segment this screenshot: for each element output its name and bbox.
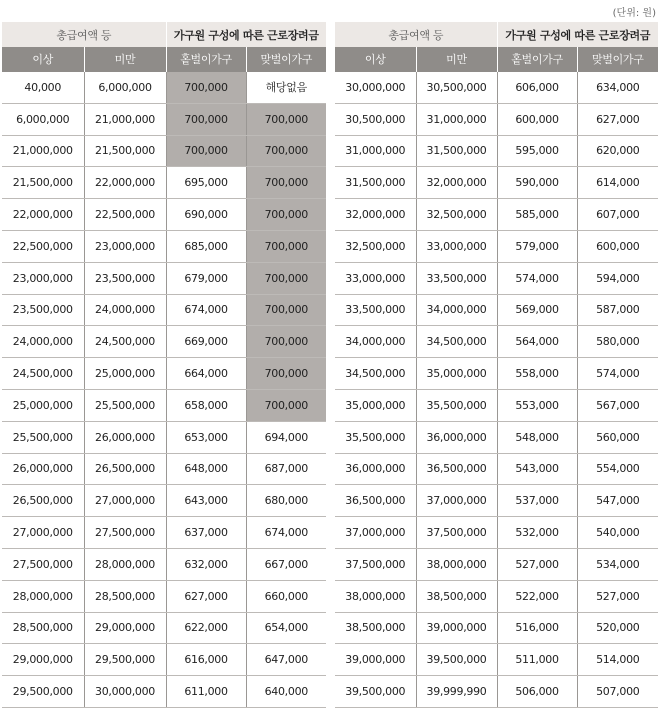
table-row bbox=[2, 358, 326, 390]
cell-single: 700,000 bbox=[166, 72, 246, 104]
table-row bbox=[2, 294, 326, 326]
cell-max: 27,500,000 bbox=[84, 517, 166, 549]
cell-min: 32,500,000 bbox=[335, 230, 416, 262]
cell-single: 616,000 bbox=[166, 644, 246, 676]
cell-max: 39,000,000 bbox=[416, 612, 497, 644]
cell-single: 679,000 bbox=[166, 262, 246, 294]
cell-max: 34,500,000 bbox=[416, 326, 497, 358]
cell-max: 39,999,990 bbox=[416, 676, 497, 708]
cell-max: 26,500,000 bbox=[84, 453, 166, 485]
cell-dual: 687,000 bbox=[246, 453, 326, 485]
cell-max: 25,000,000 bbox=[84, 358, 166, 390]
table-row bbox=[2, 199, 326, 231]
cell-dual: 527,000 bbox=[577, 580, 658, 612]
cell-single: 595,000 bbox=[497, 135, 577, 167]
cell-min: 22,000,000 bbox=[2, 199, 84, 231]
cell-single: 700,000 bbox=[166, 135, 246, 167]
cell-min: 36,000,000 bbox=[335, 453, 416, 485]
cell-single: 585,000 bbox=[497, 199, 577, 231]
cell-dual: 554,000 bbox=[577, 453, 658, 485]
cell-dual: 700,000 bbox=[246, 294, 326, 326]
table-row bbox=[335, 358, 658, 390]
cell-dual: 547,000 bbox=[577, 485, 658, 517]
cell-min: 28,500,000 bbox=[2, 612, 84, 644]
cell-dual: 614,000 bbox=[577, 167, 658, 199]
cell-max: 28,000,000 bbox=[84, 548, 166, 580]
cell-dual: 620,000 bbox=[577, 135, 658, 167]
table-row bbox=[335, 389, 658, 421]
cell-dual: 574,000 bbox=[577, 358, 658, 390]
cell-max: 32,000,000 bbox=[416, 167, 497, 199]
cell-single: 611,000 bbox=[166, 676, 246, 708]
column-header-row bbox=[2, 47, 326, 72]
cell-dual: 627,000 bbox=[577, 103, 658, 135]
cell-single: 569,000 bbox=[497, 294, 577, 326]
cell-single: 637,000 bbox=[166, 517, 246, 549]
cell-min: 29,000,000 bbox=[2, 644, 84, 676]
table-row bbox=[335, 230, 658, 262]
cell-single: 590,000 bbox=[497, 167, 577, 199]
cell-dual: 534,000 bbox=[577, 548, 658, 580]
cell-single: 574,000 bbox=[497, 262, 577, 294]
cell-single: 648,000 bbox=[166, 453, 246, 485]
cell-dual: 580,000 bbox=[577, 326, 658, 358]
cell-max: 29,000,000 bbox=[84, 612, 166, 644]
dual-header: 맞벌이가구 bbox=[577, 47, 658, 72]
cell-single: 553,000 bbox=[497, 389, 577, 421]
group-header-row bbox=[335, 22, 658, 47]
cell-min: 33,000,000 bbox=[335, 262, 416, 294]
cell-single: 548,000 bbox=[497, 421, 577, 453]
cell-max: 34,000,000 bbox=[416, 294, 497, 326]
cell-max: 31,500,000 bbox=[416, 135, 497, 167]
cell-single: 532,000 bbox=[497, 517, 577, 549]
cell-max: 26,000,000 bbox=[84, 421, 166, 453]
cell-min: 31,000,000 bbox=[335, 135, 416, 167]
cell-min: 40,000 bbox=[2, 72, 84, 104]
group-header-row bbox=[2, 22, 326, 47]
cell-min: 33,500,000 bbox=[335, 294, 416, 326]
table-row bbox=[2, 517, 326, 549]
cell-min: 6,000,000 bbox=[2, 103, 84, 135]
cell-min: 31,500,000 bbox=[335, 167, 416, 199]
table-row bbox=[2, 262, 326, 294]
cell-max: 37,000,000 bbox=[416, 485, 497, 517]
table-row bbox=[335, 453, 658, 485]
income-group-header: 총급여액 등 bbox=[2, 22, 166, 47]
cell-dual: 600,000 bbox=[577, 230, 658, 262]
cell-min: 39,500,000 bbox=[335, 676, 416, 708]
cell-min: 34,000,000 bbox=[335, 326, 416, 358]
table-row bbox=[2, 103, 326, 135]
cell-max: 25,500,000 bbox=[84, 389, 166, 421]
cell-single: 522,000 bbox=[497, 580, 577, 612]
cell-dual: 667,000 bbox=[246, 548, 326, 580]
cell-dual: 700,000 bbox=[246, 389, 326, 421]
benefit-group-header: 가구원 구성에 따른 근로장려금 bbox=[497, 22, 658, 47]
cell-single: 600,000 bbox=[497, 103, 577, 135]
cell-min: 30,000,000 bbox=[335, 72, 416, 104]
cell-dual: 700,000 bbox=[246, 135, 326, 167]
cell-min: 39,000,000 bbox=[335, 644, 416, 676]
cell-min: 24,000,000 bbox=[2, 326, 84, 358]
cell-max: 31,000,000 bbox=[416, 103, 497, 135]
cell-single: 622,000 bbox=[166, 612, 246, 644]
cell-single: 564,000 bbox=[497, 326, 577, 358]
cell-min: 37,500,000 bbox=[335, 548, 416, 580]
cell-dual: 700,000 bbox=[246, 358, 326, 390]
max-header: 미만 bbox=[416, 47, 497, 72]
cell-max: 33,000,000 bbox=[416, 230, 497, 262]
cell-min: 22,500,000 bbox=[2, 230, 84, 262]
cell-single: 674,000 bbox=[166, 294, 246, 326]
cell-dual: 520,000 bbox=[577, 612, 658, 644]
income-group-header: 총급여액 등 bbox=[335, 22, 497, 47]
table-row bbox=[335, 485, 658, 517]
cell-dual: 640,000 bbox=[246, 676, 326, 708]
cell-single: 543,000 bbox=[497, 453, 577, 485]
table-row bbox=[2, 230, 326, 262]
cell-min: 24,500,000 bbox=[2, 358, 84, 390]
cell-min: 36,500,000 bbox=[335, 485, 416, 517]
table-row bbox=[2, 612, 326, 644]
cell-min: 38,500,000 bbox=[335, 612, 416, 644]
table-row bbox=[335, 294, 658, 326]
min-header: 이상 bbox=[335, 47, 416, 72]
cell-single: 685,000 bbox=[166, 230, 246, 262]
cell-max: 36,500,000 bbox=[416, 453, 497, 485]
cell-min: 26,000,000 bbox=[2, 453, 84, 485]
cell-dual: 700,000 bbox=[246, 326, 326, 358]
table-row bbox=[335, 421, 658, 453]
table-row bbox=[2, 72, 326, 104]
cell-single: 606,000 bbox=[497, 72, 577, 104]
cell-max: 33,500,000 bbox=[416, 262, 497, 294]
cell-max: 37,500,000 bbox=[416, 517, 497, 549]
cell-max: 39,500,000 bbox=[416, 644, 497, 676]
cell-single: 627,000 bbox=[166, 580, 246, 612]
table-row bbox=[2, 580, 326, 612]
table-row bbox=[335, 326, 658, 358]
cell-dual: 607,000 bbox=[577, 199, 658, 231]
cell-max: 23,000,000 bbox=[84, 230, 166, 262]
cell-min: 32,000,000 bbox=[335, 199, 416, 231]
cell-single: 695,000 bbox=[166, 167, 246, 199]
table-row bbox=[335, 135, 658, 167]
cell-dual: 해당없음 bbox=[246, 72, 326, 104]
cell-dual: 560,000 bbox=[577, 421, 658, 453]
cell-min: 37,000,000 bbox=[335, 517, 416, 549]
cell-single: 664,000 bbox=[166, 358, 246, 390]
cell-dual: 700,000 bbox=[246, 230, 326, 262]
cell-dual: 647,000 bbox=[246, 644, 326, 676]
cell-max: 29,500,000 bbox=[84, 644, 166, 676]
cell-dual: 654,000 bbox=[246, 612, 326, 644]
cell-max: 30,000,000 bbox=[84, 676, 166, 708]
benefit-table-left bbox=[2, 22, 326, 708]
cell-single: 690,000 bbox=[166, 199, 246, 231]
cell-max: 23,500,000 bbox=[84, 262, 166, 294]
table-row bbox=[335, 676, 658, 708]
cell-dual: 567,000 bbox=[577, 389, 658, 421]
dual-header: 맞벌이가구 bbox=[246, 47, 326, 72]
cell-max: 27,000,000 bbox=[84, 485, 166, 517]
table-row bbox=[335, 517, 658, 549]
cell-min: 35,000,000 bbox=[335, 389, 416, 421]
cell-dual: 587,000 bbox=[577, 294, 658, 326]
cell-dual: 700,000 bbox=[246, 103, 326, 135]
cell-max: 38,500,000 bbox=[416, 580, 497, 612]
cell-max: 38,000,000 bbox=[416, 548, 497, 580]
cell-max: 22,500,000 bbox=[84, 199, 166, 231]
table-row bbox=[2, 167, 326, 199]
table-row bbox=[335, 199, 658, 231]
cell-max: 30,500,000 bbox=[416, 72, 497, 104]
cell-single: 579,000 bbox=[497, 230, 577, 262]
cell-dual: 680,000 bbox=[246, 485, 326, 517]
cell-max: 35,000,000 bbox=[416, 358, 497, 390]
cell-min: 35,500,000 bbox=[335, 421, 416, 453]
table-row bbox=[335, 548, 658, 580]
table-row bbox=[335, 612, 658, 644]
table-row bbox=[2, 326, 326, 358]
cell-dual: 700,000 bbox=[246, 199, 326, 231]
cell-single: 516,000 bbox=[497, 612, 577, 644]
cell-dual: 674,000 bbox=[246, 517, 326, 549]
cell-dual: 700,000 bbox=[246, 167, 326, 199]
cell-max: 21,000,000 bbox=[84, 103, 166, 135]
cell-dual: 700,000 bbox=[246, 262, 326, 294]
cell-max: 24,500,000 bbox=[84, 326, 166, 358]
cell-single: 511,000 bbox=[497, 644, 577, 676]
cell-min: 25,500,000 bbox=[2, 421, 84, 453]
cell-min: 30,500,000 bbox=[335, 103, 416, 135]
cell-single: 653,000 bbox=[166, 421, 246, 453]
benefit-group-header: 가구원 구성에 따른 근로장려금 bbox=[166, 22, 326, 47]
single-header: 홑벌이가구 bbox=[497, 47, 577, 72]
cell-min: 28,000,000 bbox=[2, 580, 84, 612]
cell-single: 506,000 bbox=[497, 676, 577, 708]
table-row bbox=[2, 421, 326, 453]
cell-single: 537,000 bbox=[497, 485, 577, 517]
single-header: 홑벌이가구 bbox=[166, 47, 246, 72]
cell-single: 669,000 bbox=[166, 326, 246, 358]
column-header-row bbox=[335, 47, 658, 72]
cell-min: 21,000,000 bbox=[2, 135, 84, 167]
cell-dual: 514,000 bbox=[577, 644, 658, 676]
table-row bbox=[2, 135, 326, 167]
table-row bbox=[2, 548, 326, 580]
benefit-table-right bbox=[335, 22, 658, 708]
cell-min: 38,000,000 bbox=[335, 580, 416, 612]
table-row bbox=[335, 167, 658, 199]
min-header: 이상 bbox=[2, 47, 84, 72]
cell-max: 22,000,000 bbox=[84, 167, 166, 199]
cell-max: 32,500,000 bbox=[416, 199, 497, 231]
cell-single: 527,000 bbox=[497, 548, 577, 580]
cell-max: 24,000,000 bbox=[84, 294, 166, 326]
cell-min: 26,500,000 bbox=[2, 485, 84, 517]
table-row bbox=[2, 389, 326, 421]
unit-label: (단위: 원) bbox=[612, 8, 656, 19]
cell-min: 21,500,000 bbox=[2, 167, 84, 199]
cell-max: 28,500,000 bbox=[84, 580, 166, 612]
table-row bbox=[335, 644, 658, 676]
table-row bbox=[335, 72, 658, 104]
cell-max: 36,000,000 bbox=[416, 421, 497, 453]
table-row bbox=[2, 644, 326, 676]
cell-max: 6,000,000 bbox=[84, 72, 166, 104]
max-header: 미만 bbox=[84, 47, 166, 72]
cell-max: 21,500,000 bbox=[84, 135, 166, 167]
cell-min: 34,500,000 bbox=[335, 358, 416, 390]
cell-dual: 634,000 bbox=[577, 72, 658, 104]
cell-dual: 660,000 bbox=[246, 580, 326, 612]
cell-dual: 594,000 bbox=[577, 262, 658, 294]
cell-single: 632,000 bbox=[166, 548, 246, 580]
cell-single: 558,000 bbox=[497, 358, 577, 390]
table-row bbox=[335, 262, 658, 294]
cell-dual: 694,000 bbox=[246, 421, 326, 453]
cell-min: 27,500,000 bbox=[2, 548, 84, 580]
table-row bbox=[335, 103, 658, 135]
table-row bbox=[2, 676, 326, 708]
cell-single: 643,000 bbox=[166, 485, 246, 517]
cell-single: 658,000 bbox=[166, 389, 246, 421]
cell-min: 25,000,000 bbox=[2, 389, 84, 421]
cell-min: 29,500,000 bbox=[2, 676, 84, 708]
cell-min: 27,000,000 bbox=[2, 517, 84, 549]
cell-dual: 507,000 bbox=[577, 676, 658, 708]
cell-min: 23,500,000 bbox=[2, 294, 84, 326]
table-row bbox=[335, 580, 658, 612]
cell-single: 700,000 bbox=[166, 103, 246, 135]
cell-min: 23,000,000 bbox=[2, 262, 84, 294]
cell-dual: 540,000 bbox=[577, 517, 658, 549]
cell-max: 35,500,000 bbox=[416, 389, 497, 421]
table-row bbox=[2, 485, 326, 517]
table-row bbox=[2, 453, 326, 485]
